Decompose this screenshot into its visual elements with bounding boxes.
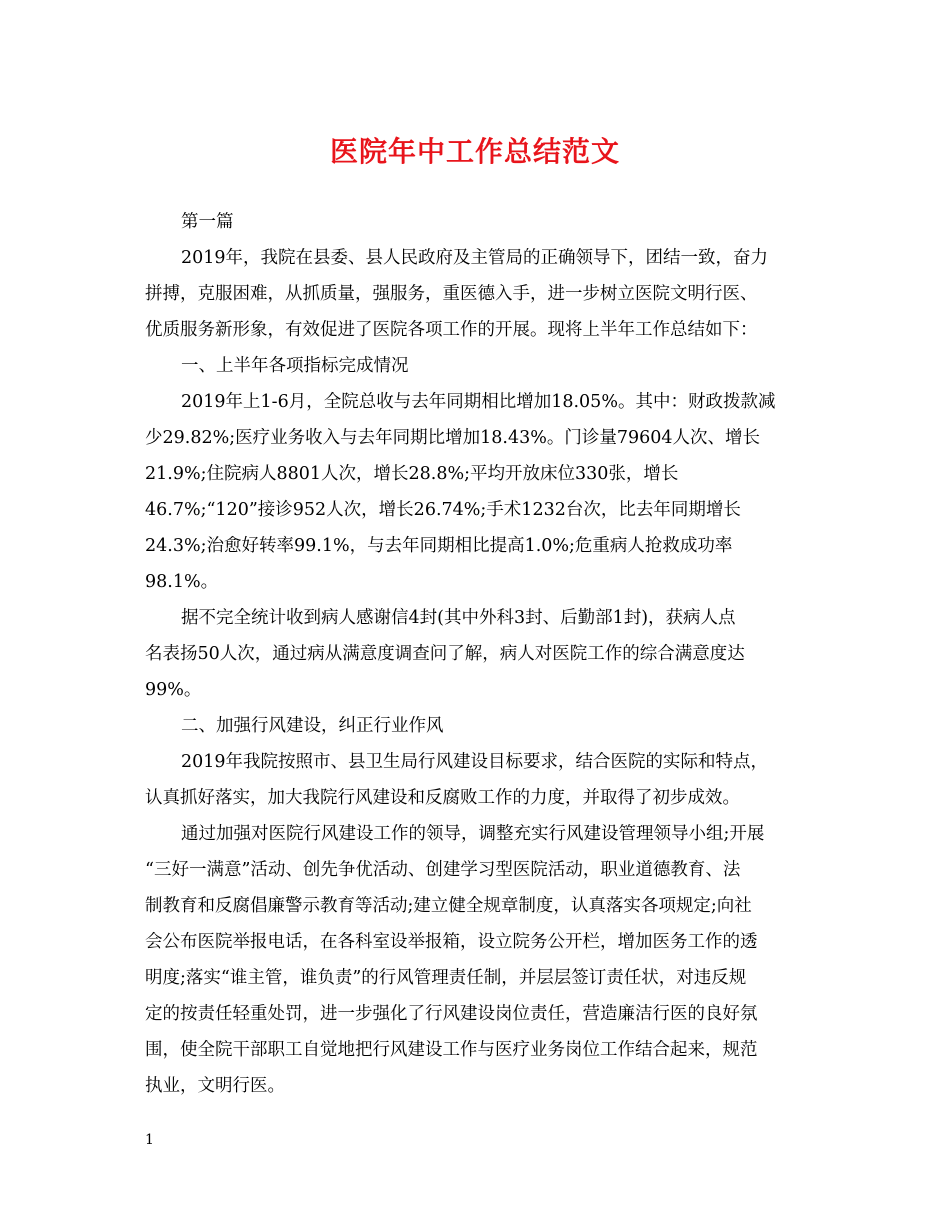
paragraph-line: 据不完全统计收到病人感谢信4封(其中外科3封、后勤部1封)，获病人点 — [181, 608, 736, 628]
section-heading-indicators: 一、上半年各项指标完成情况 — [181, 356, 409, 376]
paragraph-line: 46.7%;“120”接诊952人次，增长26.74%;手术1232台次，比去年同期增长 — [145, 500, 741, 520]
paragraph-thanks — [145, 600, 807, 708]
paragraph-line: 21.9%;住院病人8801人次，增长28.8%;平均开放床位330张，增长 — [145, 464, 679, 484]
paragraph-intro — [145, 240, 807, 348]
document-title: 医院年中工作总结范文 — [329, 135, 620, 168]
paragraph-line: 少29.82%;医疗业务收入与去年同期比增加18.43%。门诊量79604人次、增长 — [145, 428, 761, 448]
paragraph-line: 定的按责任轻重处罚，进一步强化了行风建设岗位责任，营造廉洁行医的良好氛 — [145, 1004, 758, 1024]
paragraph-line: 优质服务新形象，有效促进了医院各项工作的开展。现将上半年工作总结如下： — [145, 320, 758, 340]
paragraph-line: 拼搏，克服困难，从抓质量，强服务，重医德入手，进一步树立医院文明行医、 — [145, 284, 758, 304]
paragraph-line: 通过加强对医院行风建设工作的领导，调整充实行风建设管理领导小组;开展 — [181, 824, 765, 844]
paragraph-line: 执业，文明行医。 — [145, 1076, 285, 1096]
page-number: 1 — [145, 1132, 154, 1148]
paragraph-line: 明度;落实“谁主管，谁负责”的行风管理责任制，并层层签订责任状，对违反规 — [145, 968, 747, 988]
paragraph-line: 2019年上1-6月，全院总收与去年同期相比增加18.05%。其中：财政拨款减 — [181, 392, 776, 412]
paragraph-line: 认真抓好落实，加大我院行风建设和反腐败工作的力度，并取得了初步成效。 — [145, 788, 740, 808]
section-heading-conduct: 二、加强行风建设，纠正行业作风 — [181, 716, 444, 736]
paragraph-indicators — [145, 384, 807, 600]
paragraph-line: 名表扬50人次，通过病从满意度调查问了解，病人对医院工作的综合满意度达 — [145, 644, 745, 664]
paragraph-conduct-goals — [145, 744, 807, 816]
paragraph-line: 99%。 — [145, 680, 202, 700]
section-heading-first: 第一篇 — [181, 212, 234, 232]
paragraph-line: “三好一满意”活动、创先争优活动、创建学习型医院活动，职业道德教育、法 — [145, 860, 741, 880]
paragraph-line: 98.1%。 — [145, 572, 219, 592]
paragraph-conduct-measures — [145, 816, 807, 1104]
paragraph-line: 2019年我院按照市、县卫生局行风建设目标要求，结合医院的实际和特点， — [181, 752, 769, 772]
paragraph-line: 会公布医院举报电话，在各科室设举报箱，设立院务公开栏，增加医务工作的透 — [145, 932, 758, 952]
document-body — [145, 204, 807, 1104]
paragraph-line: 制教育和反腐倡廉警示教育等活动;建立健全规章制度，认真落实各项规定;向社 — [145, 896, 752, 916]
paragraph-line: 围，使全院干部职工自觉地把行风建设工作与医疗业务岗位工作结合起来，规范 — [145, 1040, 758, 1060]
paragraph-line: 2019年，我院在县委、县人民政府及主管局的正确领导下，团结一致，奋力 — [181, 248, 769, 268]
paragraph-line: 24.3%;治愈好转率99.1%，与去年同期相比提高1.0%;危重病人抢救成功率 — [145, 536, 733, 556]
